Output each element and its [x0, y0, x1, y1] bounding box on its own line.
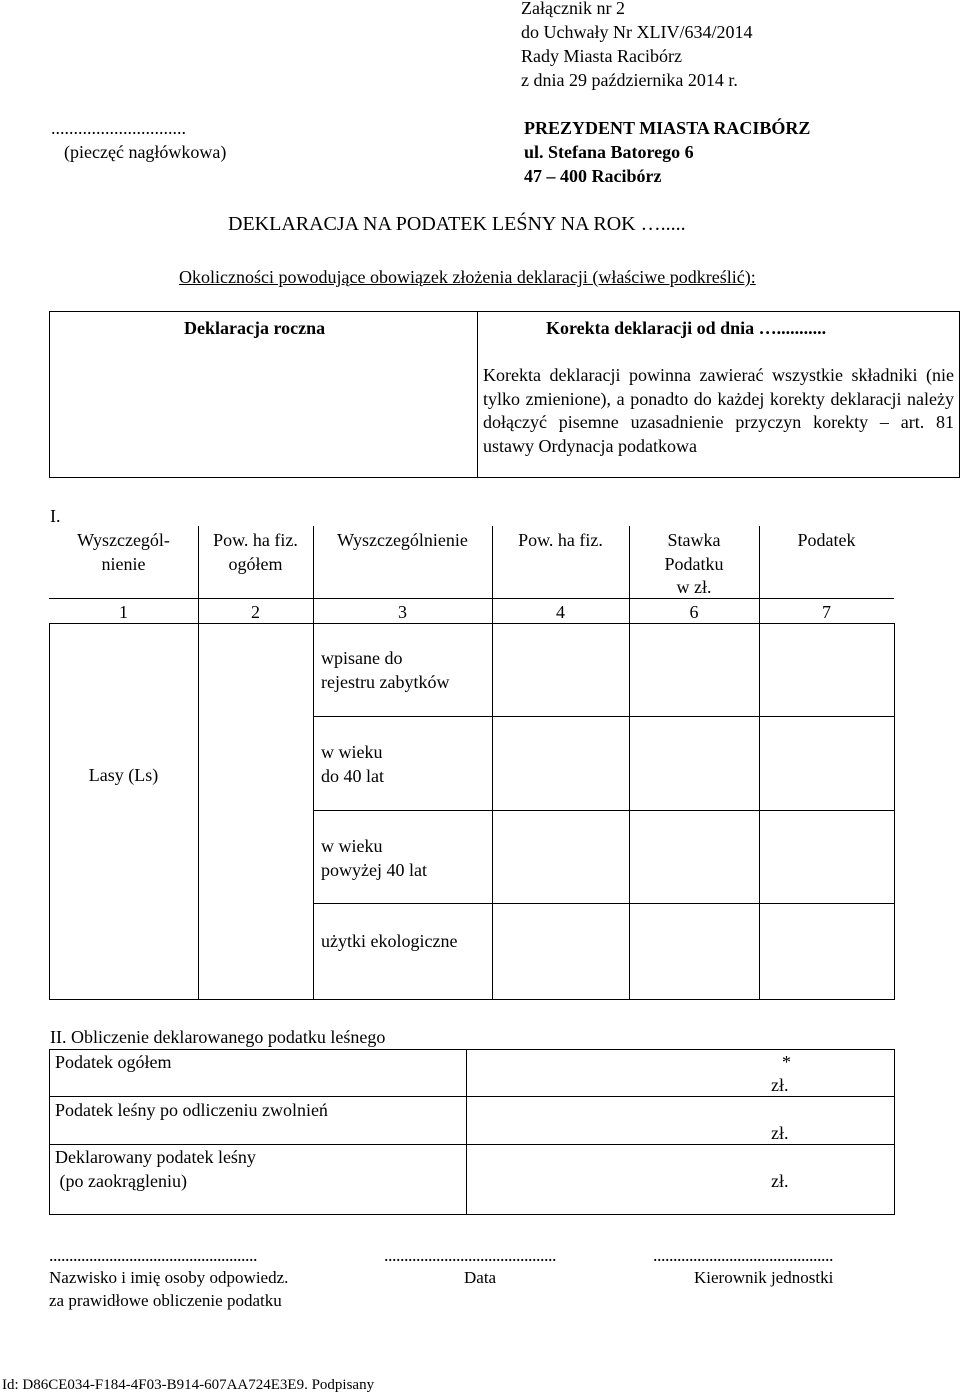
- table-col-divider-3: [492, 526, 493, 1000]
- section1-label: I.: [50, 506, 61, 526]
- signature-date-label: Data: [464, 1268, 497, 1287]
- column-number-3: 3: [398, 602, 407, 622]
- header-col5-line3: w zł.: [676, 577, 712, 597]
- header-col3: Wyszczególnienie: [337, 530, 468, 550]
- total-tax-currency: zł.: [771, 1075, 789, 1095]
- annex-line-4: z dnia 29 października 2014 r.: [521, 70, 738, 90]
- column-number-4: 4: [556, 602, 565, 622]
- table-col-divider-1: [198, 526, 199, 1000]
- column-number-2: 2: [251, 602, 260, 622]
- header-col6: Podatek: [797, 530, 856, 550]
- section2-title: II. Obliczenie deklarowanego podatku leśnego: [50, 1027, 386, 1047]
- row-over40-line2: powyżej 40 lat: [321, 860, 427, 880]
- annex-line-2: do Uchwały Nr XLIV/634/2014: [521, 22, 753, 42]
- tax-after-exemptions-label: Podatek leśny po odliczeniu zwolnień: [55, 1100, 328, 1120]
- option-annual[interactable]: Deklaracja roczna: [184, 318, 326, 338]
- options-divider: [477, 312, 478, 477]
- header-col4: Pow. ha fiz.: [518, 530, 603, 550]
- header-col5-line2: Podatku: [664, 554, 724, 574]
- table-row-rule-1: [313, 716, 894, 717]
- declared-tax-label-line2: (po zaokrągleniu): [55, 1171, 187, 1191]
- table-row-rule-3: [313, 903, 894, 904]
- annex-line-1: Załącznik nr 2: [521, 0, 625, 18]
- row-under40-line2: do 40 lat: [321, 766, 384, 786]
- table-left-border: [49, 623, 50, 1000]
- header-col2-line1: Pow. ha fiz.: [213, 530, 298, 550]
- annex-line-3: Rady Miasta Racibórz: [521, 46, 682, 66]
- addressee-line-3: 47 – 400 Racibórz: [524, 166, 662, 186]
- stamp-label: (pieczęć nagłówkowa): [64, 142, 227, 162]
- addressee-line-1: PREZYDENT MIASTA RACIBÓRZ: [524, 118, 811, 138]
- header-col1-line1: Wyszczegól-: [77, 530, 170, 550]
- addressee-line-2: ul. Stefana Batorego 6: [524, 142, 694, 162]
- table-right-border: [894, 623, 895, 1000]
- section2-row-rule-1: [50, 1096, 894, 1097]
- declared-tax-currency: zł.: [771, 1171, 789, 1191]
- option-correction[interactable]: Korekta deklaracji od dnia …...........: [546, 318, 827, 338]
- table-col-divider-2: [313, 526, 314, 1000]
- stamp-dots: ..............................: [51, 118, 186, 138]
- tax-after-exemptions-currency: zł.: [771, 1123, 789, 1143]
- signature-date-dots: ...........................................: [384, 1245, 556, 1265]
- signature-head-label: Kierownik jednostki: [694, 1268, 834, 1287]
- row-over40-line1: w wieku: [321, 836, 383, 856]
- row-heritage-line1: wpisane do: [321, 648, 403, 668]
- document-id-footer: Id: D86CE034-F184-4F03-B914-607AA724E3E9. Podpisany: [2, 1377, 375, 1393]
- signature-person-dots: ....................................................: [49, 1245, 257, 1265]
- column-number-1: 1: [119, 602, 128, 622]
- signature-person-line2: za prawidłowe obliczenie podatku: [49, 1291, 282, 1310]
- total-tax-label: Podatek ogółem: [55, 1052, 172, 1072]
- forest-label: Lasy (Ls): [88, 765, 159, 785]
- header-col2-line2: ogółem: [228, 554, 283, 574]
- table-bottom-rule: [49, 999, 894, 1000]
- total-tax-asterisk: *: [782, 1052, 791, 1072]
- page-title: DEKLARACJA NA PODATEK LEŚNY NA ROK ….....: [228, 213, 686, 235]
- row-ecological: użytki ekologiczne: [321, 931, 458, 951]
- section2-col-divider: [466, 1050, 467, 1214]
- table-row-rule-2: [313, 810, 894, 811]
- table-col-divider-5: [759, 526, 760, 1000]
- header-col5-line1: Stawka: [667, 530, 721, 550]
- row-under40-line1: w wieku: [321, 742, 383, 762]
- column-number-7: 7: [822, 602, 831, 622]
- signature-head-dots: .............................................: [653, 1245, 833, 1265]
- signature-person-line1: Nazwisko i imię osoby odpowiedz.: [49, 1268, 289, 1287]
- header-col1-line2: nienie: [101, 554, 146, 574]
- table-header-rule: [49, 598, 894, 599]
- row-heritage-line2: rejestru zabytków: [321, 672, 450, 692]
- correction-note: Korekta deklaracji powinna zawierać wszystkie składniki (nie tylko zmienione), a ponadto do każdej korekty deklaracji należy dołączyć pisemne uzasadnienie przyczyn korekty – art. 81 ustawy Ordynacja podatkowa: [483, 365, 954, 456]
- declared-tax-label-line1: Deklarowany podatek leśny: [55, 1147, 256, 1167]
- circumstances-text: Okoliczności powodujące obowiązek złożenia deklaracji (właściwe podkreślić):: [179, 267, 756, 287]
- column-number-6: 6: [689, 602, 699, 622]
